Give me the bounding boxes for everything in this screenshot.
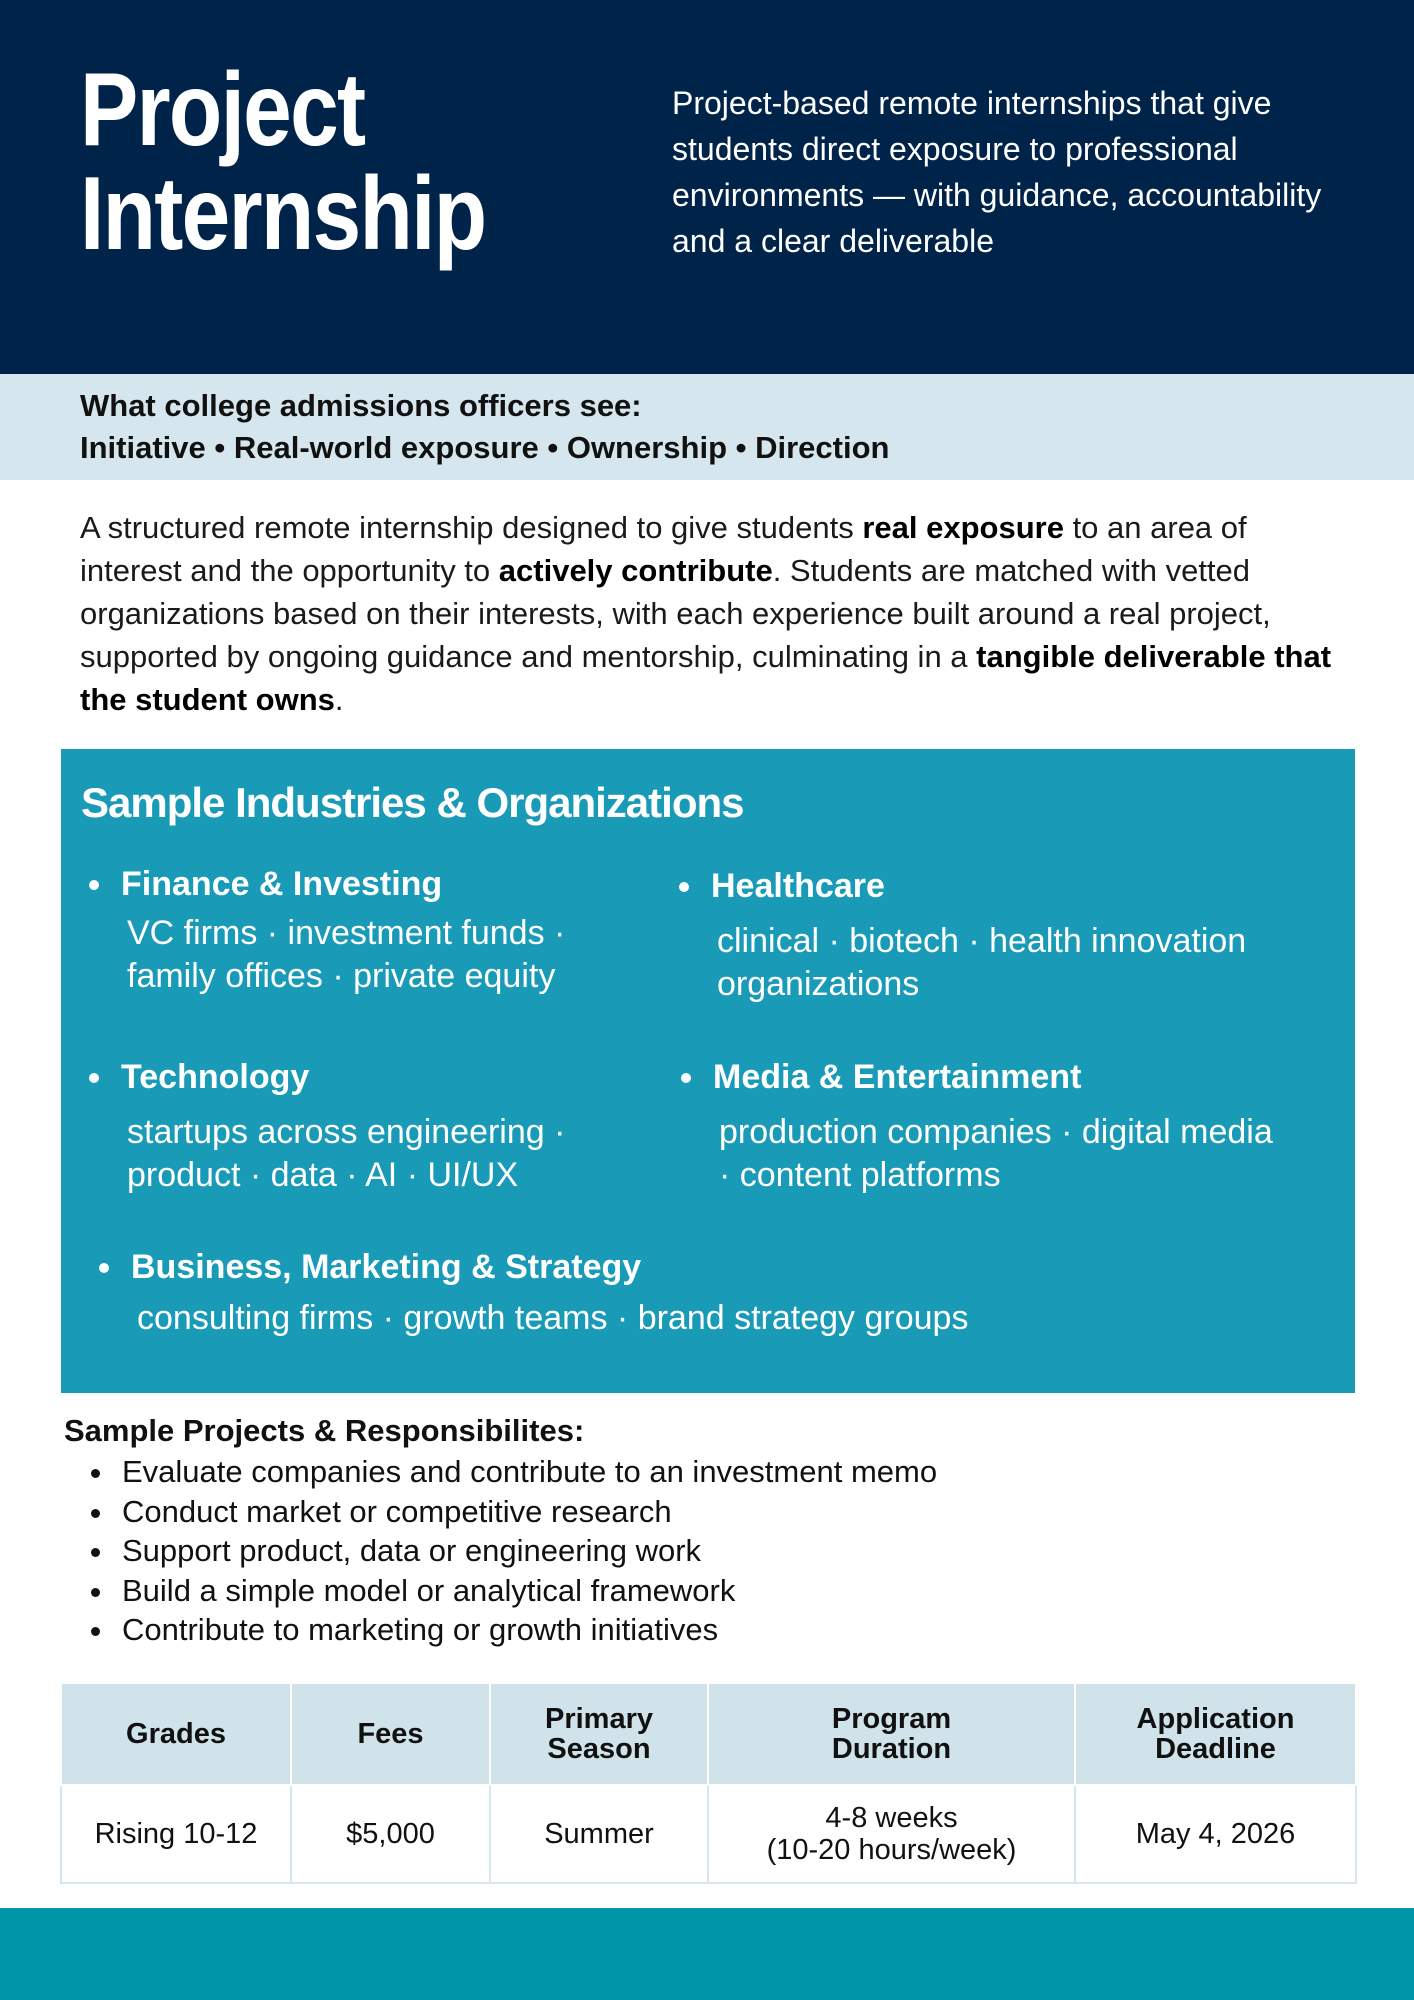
industry-desc-line: family offices · private equity: [127, 957, 556, 995]
industry-healthcare: [671, 864, 1351, 1006]
industries-title: Sample Industries & Organizations: [81, 779, 744, 826]
column-header: Primary Season: [490, 1683, 708, 1785]
table-cell: 4-8 weeks (10-20 hours/week): [708, 1785, 1075, 1883]
list-item: Conduct market or competitive research: [64, 1492, 937, 1532]
industry-desc-line: startups across engineering ·: [127, 1113, 566, 1151]
intro-text-1: A structured remote internship designed to give students: [80, 510, 863, 545]
industry-desc-line: product · data · AI · UI/UX: [127, 1156, 519, 1194]
industry-desc-line: production companies · digital media: [719, 1113, 1273, 1151]
list-item: Build a simple model or analytical framework: [64, 1571, 937, 1611]
table-header-row: [61, 1683, 1356, 1785]
table-row: [61, 1785, 1356, 1883]
intro-paragraph: [80, 506, 1350, 721]
title-line-2: Internship: [80, 156, 486, 272]
industry-desc-line: organizations: [717, 965, 920, 1003]
admissions-qualities: Initiative • Real-world exposure • Ownership • Direction: [80, 430, 890, 465]
industry-name: Media & Entertainment: [673, 1055, 1353, 1099]
program-info-table: [60, 1682, 1357, 1884]
intro-text-3: . Students are matched with vetted organizations based on their interests, with each experience built around a real project, supported by ongoing guidance and mentorship, culminating in a: [80, 553, 1271, 674]
column-header: Application Deadline: [1075, 1683, 1356, 1785]
industry-description: [81, 1111, 641, 1197]
industry-desc-line: consulting firms · growth teams · brand strategy groups: [137, 1299, 969, 1337]
industry-description: [671, 920, 1351, 1006]
table-cell: May 4, 2026: [1075, 1785, 1356, 1883]
intro-bold-2: actively contribute: [498, 553, 773, 588]
list-item: Contribute to marketing or growth initiatives: [64, 1610, 937, 1650]
projects-title: Sample Projects & Responsibilites:: [64, 1413, 585, 1448]
intro-bold-1: real exposure: [862, 510, 1064, 545]
column-header: Fees: [291, 1683, 490, 1785]
industry-desc-line: · content platforms: [719, 1156, 1001, 1194]
intro-text-2: to an area of interest and the opportunity to: [80, 510, 1247, 588]
intro-bold-3: tangible deliverable that the student owns: [80, 639, 1332, 717]
industry-name: Healthcare: [671, 864, 1351, 908]
table-cell: Rising 10-12: [61, 1785, 291, 1883]
industry-name: Finance & Investing: [81, 862, 641, 906]
header-tagline: Project-based remote internships that give students direct exposure to professional environments — with guidance, accountability and a clear deliverable: [672, 85, 1322, 259]
list-item: Evaluate companies and contribute to an investment memo: [64, 1452, 937, 1492]
industry-description: [81, 912, 641, 998]
intro-text-4: .: [334, 682, 344, 717]
page-title: [80, 52, 486, 272]
industries-panel: [61, 749, 1355, 1393]
footer-bar: [0, 1908, 1414, 2000]
table-cell: Summer: [490, 1785, 708, 1883]
table-cell: $5,000: [291, 1785, 490, 1883]
industry-description: [91, 1297, 1291, 1340]
industry-desc-line: clinical · biotech · health innovation: [717, 922, 1247, 960]
header-banner: [0, 0, 1414, 374]
industry-finance: [81, 862, 641, 998]
column-header: Program Duration: [708, 1683, 1075, 1785]
industry-name: Business, Marketing & Strategy: [91, 1245, 1291, 1289]
industry-media: [673, 1055, 1353, 1197]
column-header: Grades: [61, 1683, 291, 1785]
industry-technology: [81, 1055, 641, 1197]
title-line-1: Project: [80, 52, 365, 168]
industry-name: Technology: [81, 1055, 641, 1099]
list-item: Support product, data or engineering work: [64, 1531, 937, 1571]
industry-desc-line: VC firms · investment funds ·: [127, 914, 566, 952]
industry-description: [673, 1111, 1353, 1197]
projects-list: [64, 1452, 937, 1650]
admissions-heading: What college admissions officers see:: [80, 388, 642, 423]
industry-business: [91, 1245, 1291, 1340]
